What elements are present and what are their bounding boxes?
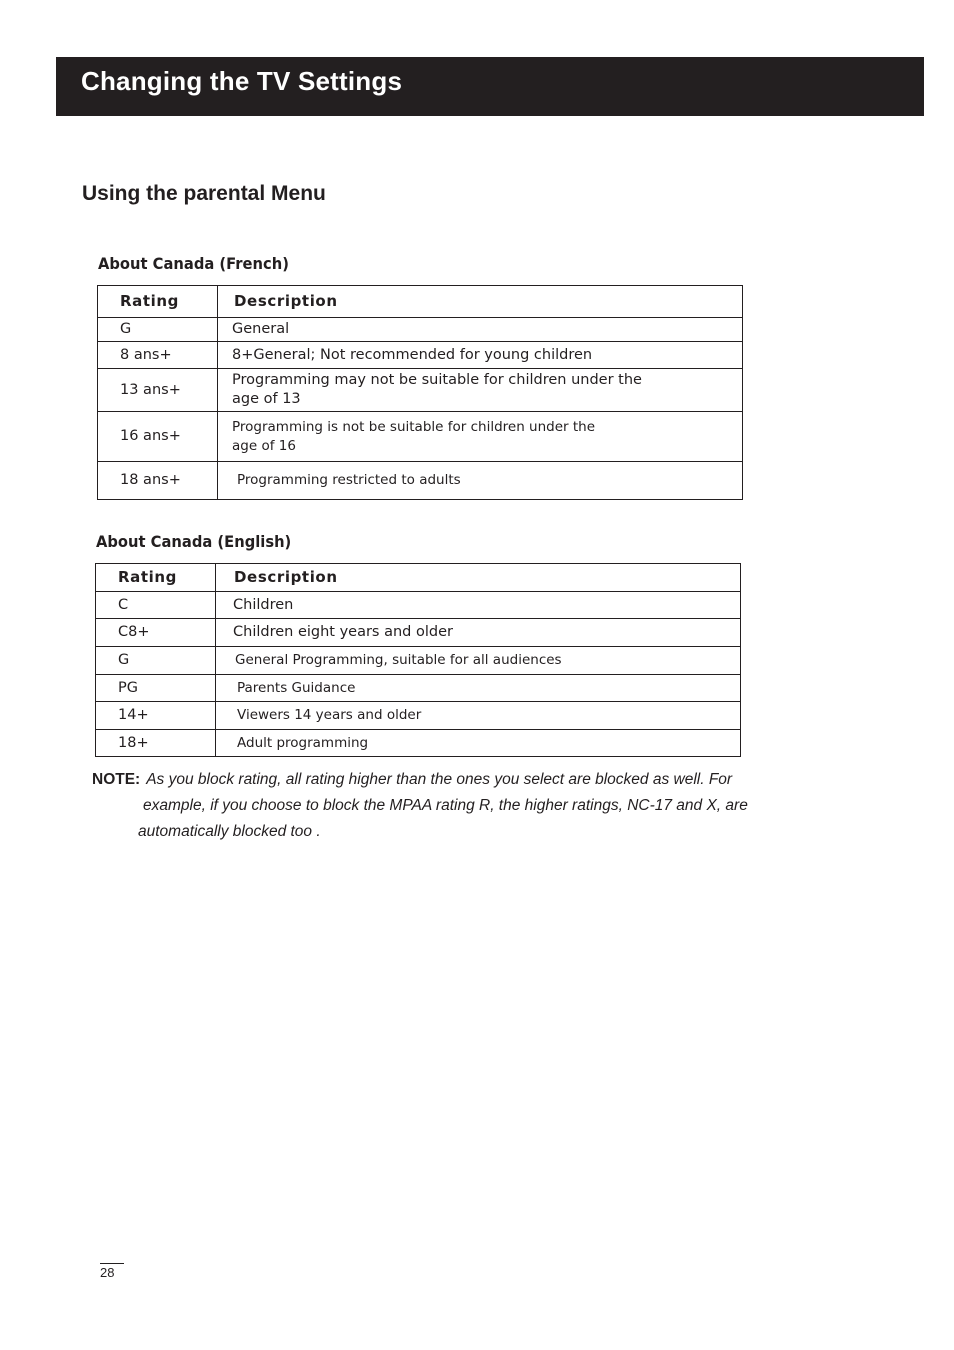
rating-cell: G: [96, 647, 216, 675]
rating-cell: 16 ans+: [98, 412, 218, 462]
canada-french-table: [97, 285, 743, 500]
rating-cell: 14+: [96, 702, 216, 730]
description-cell: Programming restricted to adults: [218, 462, 743, 500]
page-number: 28: [100, 1265, 115, 1280]
page-number-rule: [100, 1263, 124, 1264]
note-text-line1: As you block rating, all rating higher than the ones you select are blocked as well. For: [146, 771, 733, 788]
rating-cell: 18 ans+: [98, 462, 218, 500]
description-cell: 8+General; Not recommended for young children: [218, 342, 743, 369]
note-text-line2: example, if you choose to block the MPAA rating R, the higher ratings, NC-17 and X, are: [143, 797, 748, 814]
table-row: [98, 462, 743, 500]
canada-english-heading: About Canada (English): [96, 532, 292, 551]
rating-cell: 8 ans+: [98, 342, 218, 369]
description-cell: Programming is not be suitable for children under the age of 16: [218, 412, 743, 462]
table-row: [96, 592, 741, 619]
table-row: [98, 412, 743, 462]
section-title: Using the parental Menu: [82, 182, 326, 205]
canada-french-heading: About Canada (French): [98, 254, 289, 273]
note-block: [92, 767, 782, 845]
description-column-header: Description: [216, 564, 741, 592]
description-cell: Parents Guidance: [216, 675, 741, 702]
description-cell: Programming may not be suitable for children under the age of 13: [218, 369, 743, 412]
page-title: Changing the TV Settings: [81, 66, 403, 96]
description-cell: Children: [216, 592, 741, 619]
table-row: [96, 619, 741, 647]
table-row: [96, 675, 741, 702]
rating-cell: G: [98, 318, 218, 342]
table-row: [98, 342, 743, 369]
description-column-header: Description: [218, 286, 743, 318]
table-row: [98, 318, 743, 342]
header-bar: [56, 57, 924, 116]
description-cell: General Programming, suitable for all audiences: [216, 647, 741, 675]
description-cell: Viewers 14 years and older: [216, 702, 741, 730]
description-cell: Adult programming: [216, 730, 741, 757]
table-row: [98, 369, 743, 412]
note-text-line3: automatically blocked too .: [138, 823, 321, 840]
rating-column-header: Rating: [96, 564, 216, 592]
rating-cell: C: [96, 592, 216, 619]
rating-cell: PG: [96, 675, 216, 702]
rating-cell: 13 ans+: [98, 369, 218, 412]
table-header-row: [96, 564, 741, 592]
rating-cell: C8+: [96, 619, 216, 647]
table-row: [96, 647, 741, 675]
rating-cell: 18+: [96, 730, 216, 757]
table-row: [96, 730, 741, 757]
description-cell: General: [218, 318, 743, 342]
description-cell: Children eight years and older: [216, 619, 741, 647]
table-header-row: [98, 286, 743, 318]
note-label: NOTE:: [92, 771, 141, 788]
rating-column-header: Rating: [98, 286, 218, 318]
table-row: [96, 702, 741, 730]
canada-english-table: [95, 563, 741, 757]
